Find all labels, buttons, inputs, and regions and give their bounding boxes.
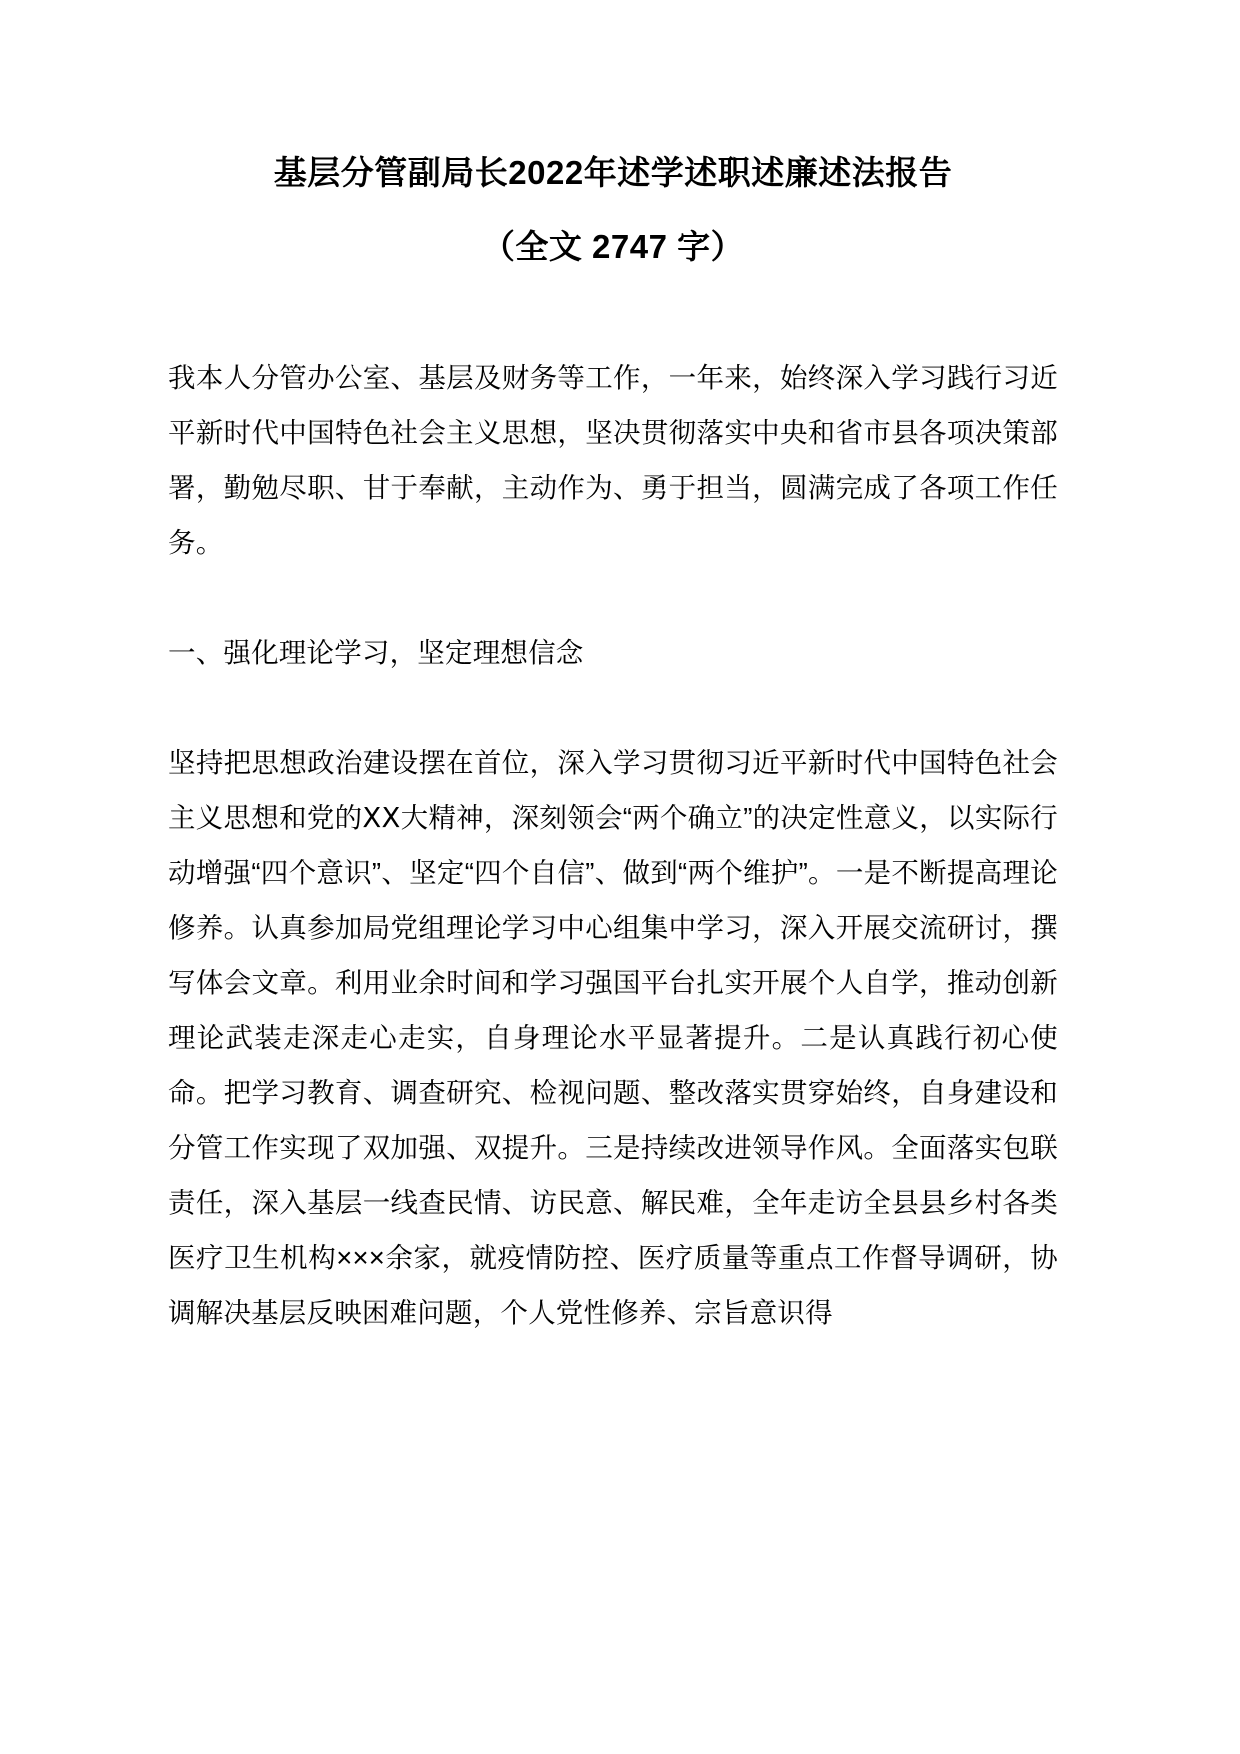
document-body bbox=[168, 350, 1058, 1340]
title-line-wordcount: （全文 2747 字） bbox=[481, 228, 745, 265]
page-title bbox=[168, 0, 1058, 280]
paragraph-section-1-body: 坚持把思想政治建设摆在首位，深入学习贯彻习近平新时代中国特色社会主义思想和党的ⅩⅩ大精神，深刻领会“两个确立”的决定性意义，以实际行动增强“四个意识”、坚定“四个自信”、做到“两个维护”。一是不断提高理论修养。认真参加局党组理论学习中心组集中学习，深入开展交流研讨，撰写体会文章。利用业余时间和学习强国平台扎实开展个人自学，推动创新理论武装走深走心走实，自身理论水平显著提升。二是认真践行初心使命。把学习教育、调查研究、检视问题、整改落实贯穿始终，自身建设和分管工作实现了双加强、双提升。三是持续改进领导作风。全面落实包联责任，深入基层一线查民情、访民意、解民难，全年走访全县县乡村各类医疗卫生机构×××余家，就疫情防控、医疗质量等重点工作督导调研，协调解决基层反映困难问题，个人党性修养、宗旨意识得 bbox=[168, 747, 1058, 1328]
paragraph-intro: 我本人分管办公室、基层及财务等工作，一年来，始终深入学习践行习近平新时代中国特色社会主义思想，坚决贯彻落实中央和省市县各项决策部署，勤勉尽职、甘于奉献，主动作为、勇于担当，圆满完成了各项工作任务。 bbox=[168, 362, 1058, 558]
title-line-primary: 基层分管副局长2022年述学述职述廉述法报告 bbox=[273, 154, 953, 191]
document-content-column bbox=[168, 0, 1058, 1340]
section-heading-1: 一、强化理论学习，坚定理想信念 bbox=[168, 637, 584, 668]
